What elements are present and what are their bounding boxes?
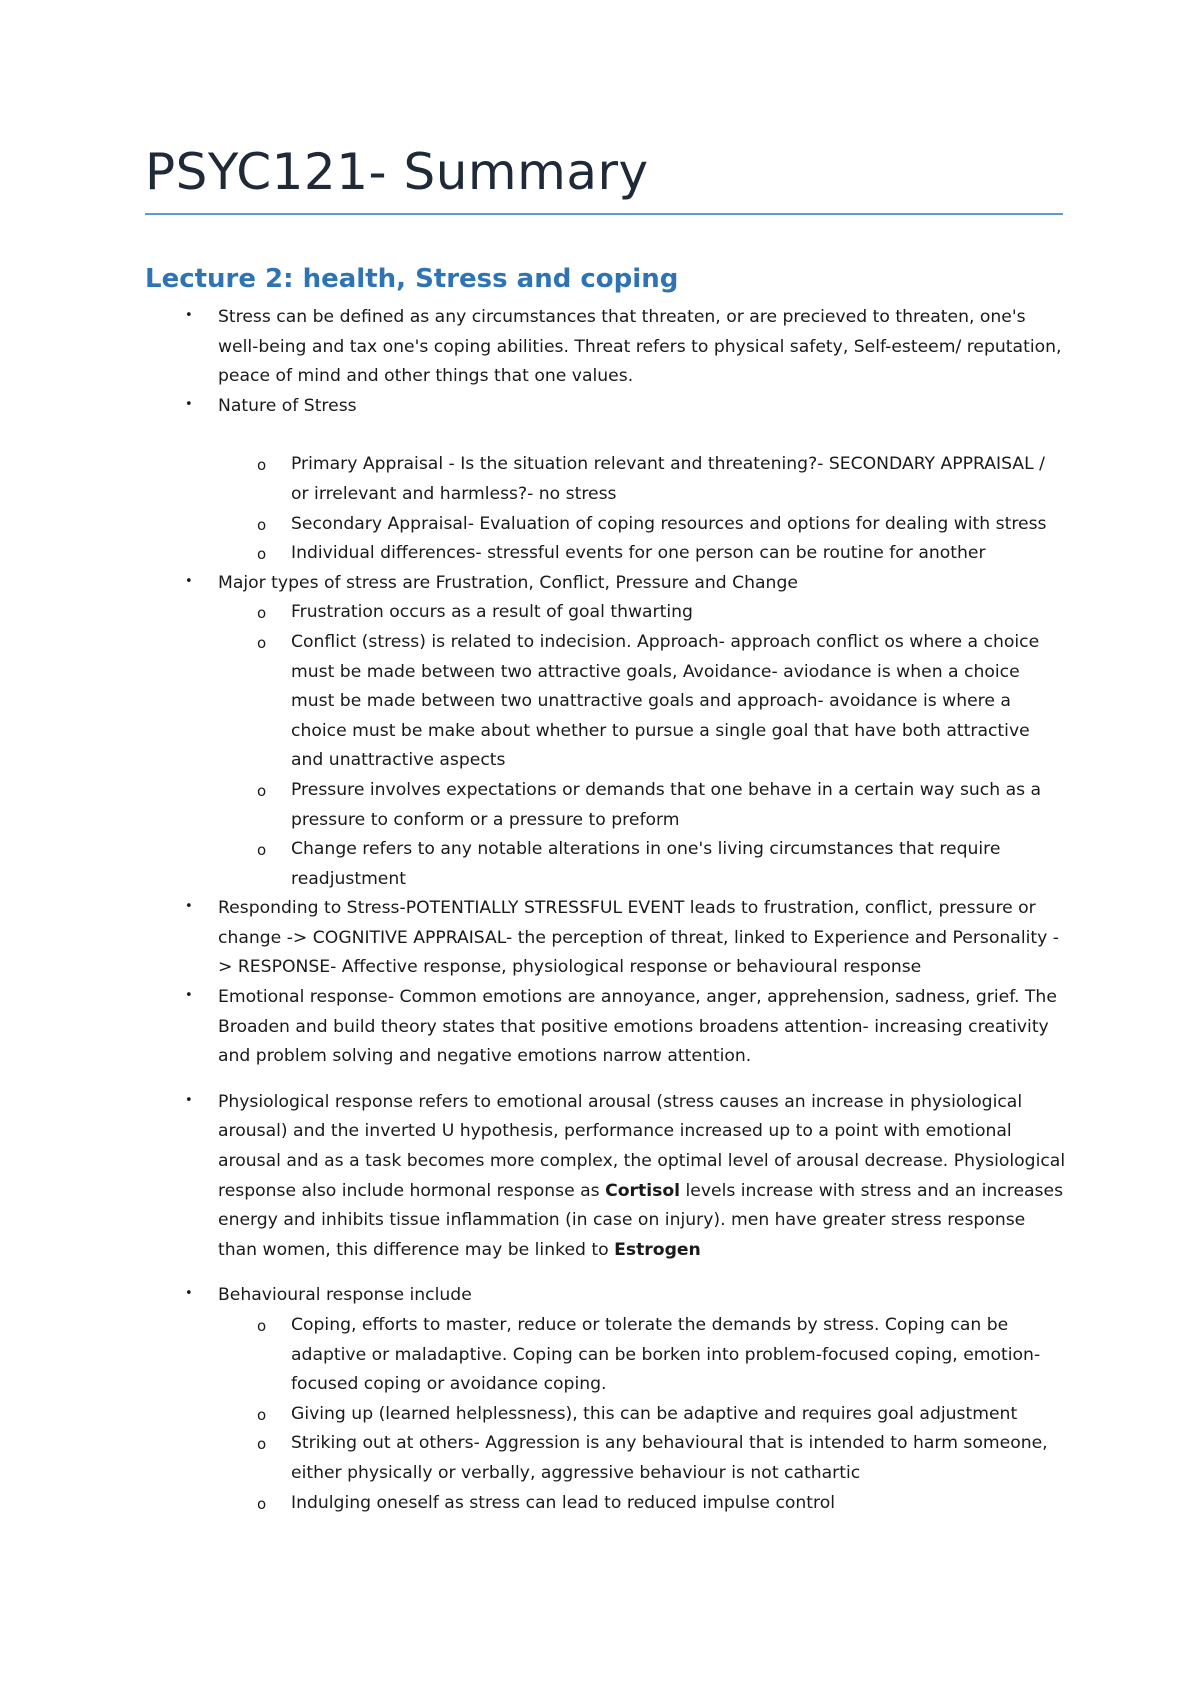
sub-list-item-text: Pressure involves expectations or demands that one behave in a certain way such as a pressure to conform or a pressure to preform [291, 779, 1042, 830]
list-item-text: Emotional response- Common emotions are annoyance, anger, apprehension, sadness, grief. The Broaden and build theory states that positive emotions broadens attention- increasing creativity and problem solving and negative emotions narrow attention. [218, 987, 1057, 1067]
sub-bullet-icon: o [257, 604, 267, 623]
sub-bullet-icon: o [257, 1435, 267, 1454]
text-run: Physiological response refers to emotional arousal (stress causes an increase in physiological arousal) and the inverted U hypothesis, performance increased up to a point with emotional arousal and as a task becomes more complex, the optimal level of arousal decrease. Physiological response also include hormonal response as [218, 1091, 1066, 1201]
bold-term-cortisol: Cortisol [605, 1180, 681, 1201]
sub-list-item-text: Indulging oneself as stress can lead to reduced impulse control [291, 1492, 836, 1513]
sub-bullet-icon: o [257, 781, 267, 800]
sub-list-item-text: Change refers to any notable alterations in one's living circumstances that require readjustment [291, 839, 1001, 889]
sub-bullet-icon: o [257, 1405, 267, 1424]
sub-bullet-icon: o [257, 456, 267, 475]
spacer [0, 421, 1200, 450]
sub-bullet-icon: o [257, 633, 267, 652]
sub-list-item [257, 628, 1066, 776]
sub-list-item [257, 835, 1066, 894]
sub-list-item-text: Frustration occurs as a result of goal thwarting [291, 602, 693, 623]
document-title: PSYC121- Summary [145, 143, 649, 201]
sub-list-item [257, 776, 1066, 835]
list-item-text: Major types of stress are Frustration, Conflict, Pressure and Change [218, 572, 798, 593]
list-item-text: Nature of Stress [218, 395, 357, 416]
list-item-text: Behavioural response include [218, 1285, 472, 1306]
sub-list-item-text: Striking out at others- Aggression is any behavioural that is intended to harm someone, either physically or verbally, aggressive behaviour is not cathartic [291, 1433, 1048, 1483]
bullet-icon: • [185, 899, 193, 915]
list-item [185, 894, 1068, 983]
sub-list-item [257, 598, 1066, 628]
sub-list-item [257, 450, 1066, 509]
sub-bullet-icon: o [257, 545, 267, 564]
text-run: levels increase with stress and an increases energy and inhibits tissue inflammation (in case on injury). men have greater stress response than women, this difference may be linked to [218, 1180, 1064, 1260]
sub-list-item [257, 510, 1066, 540]
spacer [0, 1072, 1200, 1088]
sub-list-item-text: Conflict (stress) is related to indecision. Approach- approach conflict os where a choice must be made between two attractive goals, Avoidance- aviodance is when a choice must be made between two unattractive goals and approach- avoidance is where a choice must be make about whether to pursue a single goal that have both attractive and unattractive aspects [291, 631, 1040, 771]
sub-bullet-icon: o [257, 1317, 267, 1335]
title-underline [145, 213, 1063, 215]
sub-bullet-icon: o [257, 1494, 267, 1513]
sub-list-item [257, 539, 1066, 569]
list-item [185, 303, 1068, 392]
sub-bullet-icon: o [257, 841, 267, 860]
notes-list [0, 303, 1200, 1518]
list-item [185, 569, 1068, 599]
bullet-icon: • [185, 1092, 193, 1108]
list-item [185, 392, 1068, 422]
sub-list-item [257, 1429, 1066, 1488]
bullet-icon: • [185, 988, 193, 1004]
sub-list-item-text: Individual differences- stressful events for one person can be routine for another [291, 543, 986, 564]
sub-list-item [257, 1311, 1066, 1400]
sub-list-item [257, 1400, 1066, 1430]
sub-bullet-icon: o [257, 515, 267, 534]
sub-list-item-text: Secondary Appraisal- Evaluation of coping resources and options for dealing with stress [291, 513, 1047, 534]
bold-term-estrogen: Estrogen [614, 1239, 701, 1260]
list-item-text: Stress can be defined as any circumstances that threaten, or are precieved to threaten, one's well-being and tax one's coping abilities. Threat refers to physical safety, Self-esteem/ reputation, peace of mind and other things that one values. [218, 307, 1062, 387]
list-item [185, 983, 1068, 1072]
list-item [185, 1281, 1068, 1311]
sub-list-item-text: Primary Appraisal - Is the situation relevant and threatening?- SECONDARY APPRAISAL / or irrelevant and harmless?- no stress [291, 454, 1045, 504]
sub-list-item [257, 1489, 1066, 1519]
list-item-text: Responding to Stress-POTENTIALLY STRESSFUL EVENT leads to frustration, conflict, pressure or change -> COGNITIVE APPRAISAL- the perception of threat, linked to Experience and Personality -> RESPONSE- Affective response, physiological response or behavioural response [218, 898, 1059, 978]
bullet-icon: • [185, 308, 193, 323]
sub-list-item-text: Giving up (learned helplessness), this can be adaptive and requires goal adjustment [291, 1403, 1018, 1424]
bullet-icon: • [185, 573, 193, 589]
list-item [185, 1088, 1068, 1266]
bullet-icon: • [185, 396, 193, 412]
spacer [0, 1265, 1200, 1281]
list-item-text [218, 1092, 1065, 1260]
sub-list-item-text: Coping, efforts to master, reduce or tolerate the demands by stress. Coping can be adaptive or maladaptive. Coping can be borken into problem-focused coping, emotion-focused coping or avoidance coping. [291, 1315, 1041, 1395]
lecture-heading: Lecture 2: health, Stress and coping [145, 264, 679, 294]
bullet-icon: • [185, 1286, 193, 1302]
